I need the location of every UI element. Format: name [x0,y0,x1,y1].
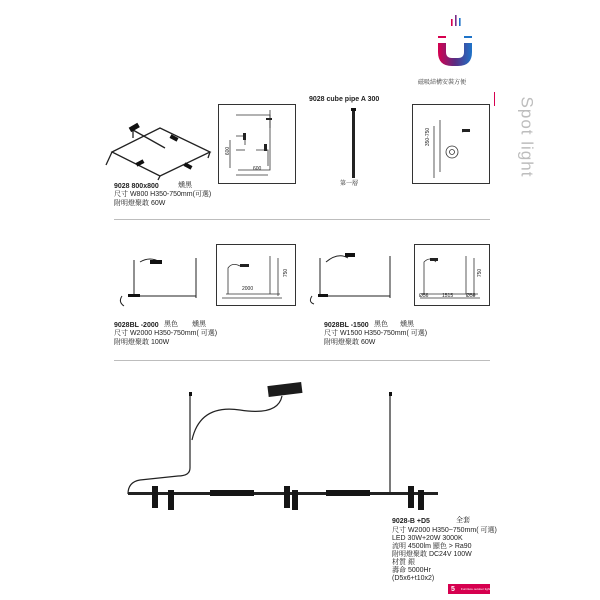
section2a-lamp: 附明燈聚敢 100W [114,339,170,346]
section2a-size: 尺寸 W2000 H350-750mm( 可選) [114,330,218,337]
section3-spec-list [392,527,497,583]
plan-dim-600-b: 600 [253,166,262,172]
section1-model: 9028 800x800 [114,183,159,190]
section2b-lamp: 附明燈聚敢 60W [324,339,376,346]
footer-text: Furniture outdoor lighting [460,587,495,591]
side-dim-350: 350-750 [425,127,432,147]
section2b-finish: 燻黑 [400,321,414,328]
section2b-size: 尺寸 W1500 H350-750mm( 可選) [324,330,428,337]
section3-set: 全套 [456,517,470,524]
divider-1 [114,219,490,220]
section1-lamp: 附明燈聚敢 60W [114,200,166,207]
page-number: 5 [451,585,455,593]
section1-center-title: 9028 cube pipe A 300 [309,96,380,103]
section1-size: 尺寸 W800 H350-750mm(可選) [114,191,212,198]
bar-1500-dim-w2: 1515 [442,293,454,299]
section2b-model: 9028BL -1500 [324,322,369,329]
spec-line: (D5x6+t10x2) [392,575,435,582]
bar-1500-dim-h: 750 [477,268,484,278]
plan-view-frame [218,104,296,184]
section1-center-caption: 第一層 [340,181,359,187]
bar-1500-dim-w1: Ø56 [419,293,429,299]
plan-dim-600-a: 600 [225,146,232,156]
bar-2000-dim-h: 750 [283,268,290,278]
spec-line: 流明 4500lm 顯色 > Ra90 [392,543,472,550]
spec-line: 尺寸 W2000 H350~750mm( 可選) [392,527,497,534]
bar-1500-dim-w3: Ø50 [466,293,476,299]
divider-2 [114,360,490,361]
section2a-model: 9028BL -2000 [114,322,159,329]
spec-line: 材質 銀 [392,559,415,566]
footer-bar [448,584,495,594]
spec-line: 壽命 5000Hr [392,567,431,574]
section1-finish: 燻黑 [178,182,192,189]
spec-line: LED 30W+20W 3000K [392,535,463,542]
brand-tagline: 磁吸結構安裝方便 [418,80,467,86]
section2a-color: 黑色 [164,321,178,328]
spec-line: 附明燈聚敢 DC24V 100W [392,551,472,558]
side-view-frame [412,104,490,184]
section2b-color: 黑色 [374,321,388,328]
side-accent-bar [494,92,495,106]
bar-2000-dim-w: 2000 [242,286,254,292]
section2a-finish: 燻黑 [192,321,206,328]
side-title: Spot light [517,96,537,178]
section3-model: 9028-B +D5 [392,518,430,525]
